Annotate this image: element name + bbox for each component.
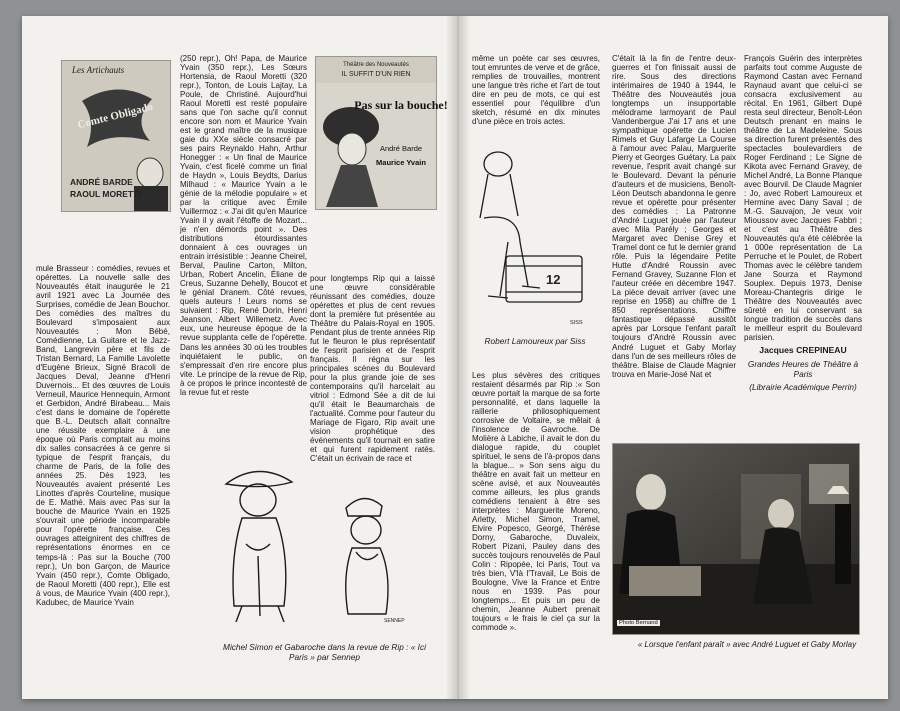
- caption-sennep: Michel Simon et Gabaroche dans la revue de Rip : « Ici Paris » par Sennep: [223, 642, 426, 662]
- sennep-mark: SENNEP: [384, 618, 405, 624]
- poster1-top-text: Les Artichauts: [72, 65, 125, 75]
- text-column-6: [744, 54, 862, 343]
- text-column-2: [180, 54, 307, 464]
- poster2-credit2: Maurice Yvain: [376, 158, 426, 167]
- sennep-caricature: [206, 456, 412, 626]
- text-column-4-bottom: [472, 371, 600, 685]
- poster1-credit1: ANDRÉ BARDE: [70, 177, 133, 187]
- source-book-title: Grandes Heures de Théâtre à Paris: [747, 359, 859, 379]
- poster2-subtitle: IL SUFFIT D'UN RIEN: [341, 71, 411, 78]
- col1-paragraph: mule Brasseur : comédies, revues et opérettes. La nouvelle salle des Nouveautés était inaugurée le 21 avril 1921 avec La Journée des Surprises, comédie de Jean Bouchor. Des comédies des maîtres du Boulevard s'imposaient aux Nouveautés : Mon Bébé, Comédienne, La Guitare et le Jazz-Band, Langrevin père et fils de Tristan Bernard, La Famille Lavolette d'Eugène Brieux, Signé Bracoli de Jacques Deval, Jeanne d'Henri Duvernois... Et des œuvres de Louis Verneuil, Maurice Hennequin, Armont et Gerbidon, André Birabeau... Mais c'est dans le domaine de l'opérette que B.-L. Deutsch allait connaître une réussite exemplaire à une époque où Paris comptait au moins dix salles consacrées à ce genre si typique de l'esprit français, du charme de Paris, de la folie des années 25. Dès 1923, les Nouveautés avaient présenté Les Linottes d'après Courteline, musique de E. Mathé. Mais avec Pas sur la bouche de Maurice Yvain en 1925 s'ouvrait une période incomparable pour l'opérette française. Ces ouvrages atteignirent des chiffres de représentations énormes en ce temps-là : Pas sur la Bouche (700 repr.), Un bon Garçon, de Maurice Yvain (450 repr.), Comte Obligado, de Raoul Moretti (400 repr.), Elle est à vous, de Maurice Yvain (400 repr.), Kadubec, de Maurice Yvain: [36, 264, 170, 607]
- poster2-top-text: Théâtre des Nouveautés: [343, 62, 409, 68]
- photo-credit: Photo Bernand: [619, 620, 658, 626]
- poster2-title: Pas sur la bouche!: [354, 98, 448, 112]
- col5-paragraph: C'était là la fin de l'entre deux-guerres et l'on finissait aussi de rire. Sous des directions intérimaires de 1940 à 1944, le Théâtre des Nouveautés joua longtemps un insupportable mélodrame larmoyant de Paul Vandenbergue J'ai 17 ans et une sympathique opérette de Lucien Rimels et Guy Lafarge La Course à l'amour avec Palau, Marguerite Pierry et Georges Guétary. La paix revenue, l'esprit avait changé sur le Boulevard. Devant la pénurie d'auteurs et de musiciens, Benoît-Léon Deutsch abandonna le genre revue et opérette pour présenter des comédies : La Patronne d'André Luguet jouée par l'auteur avec Mila Parély ; Georges et Margaret avec Denise Grey et Tramel dont ce fut le dernier grand rôle. Puis la légendaire Petite Hutte d'André Roussin avec Fernand Gravey, Suzanne Flon et l'auteur créée en décembre 1947. La pièce devait arriver (avec une reprise en 1958) au chiffre de 1 850 représentations. Chiffre fantastique dépassé aussitôt après par Lorsque l'enfant paraît toujours d'André Roussin avec André Luguet et Gaby Morlay dans l'un de ses meilleurs rôles de théâtre. Blaise de Claude Magnier trouva en Marie-José Nat et: [612, 54, 736, 379]
- text-column-4-top: [472, 54, 600, 149]
- text-column-3: [310, 274, 435, 464]
- caption-photo: « Lorsque l'enfant paraît » avec André Luguet et Gaby Morlay: [637, 640, 857, 649]
- col3-paragraph: pour longtemps Rip qui a laissé une œuvre considérable réunissant des comédies, douze opérettes et plus de cent revues dont la première fut présentée au Théâtre du Palais-Royal en 1905. Pendant plus de trente années Rip fut le fleuron le plus représentatif de l'esprit parisien et de l'esprit français. Il régna sur les principales scènes du Boulevard pour la plus grande joie de ses contemporains qu'il harcelait au vitriol : Edmond Sée a dit de lui qu'il était le Beaumarchais de l'actualité. Comme pour l'auteur du Mariage de Figaro, Rip avait une vision prophétique des événements qu'il tournait en satire et qui furent rapidement ratés. C'était un écrivain de race et: [310, 274, 435, 464]
- open-booklet: [22, 16, 888, 699]
- siss-caricature: [458, 146, 598, 326]
- photo-lorsque-enfant-parait: [612, 443, 860, 635]
- author-signature: Jacques CREPINEAU: [759, 345, 847, 355]
- page-gutter: [447, 16, 469, 699]
- poster-comte-obligado: [61, 60, 171, 212]
- source-publisher: (Librairie Académique Perrin): [749, 382, 857, 392]
- text-column-1: [36, 264, 170, 690]
- col2-paragraph: (250 repr.), Oh! Papa, de Maurice Yvain (350 repr.), Les Sœurs Hortensia, de Raoul Moretti (320 repr.), Tonton, de Louis Lajtay, La Poule, de Christiné. Aujourd'hui Raoul Moretti est resté populaire sans que l'on sache qu'il connut encore son nom et Maurice Yvain est le grand maître de la musique gaie du XXe siècle consacré par ses pairs Reynaldo Hahn, Arthur Honegger : « Un final de Maurice Yvain, c'est ficelé comme un final de Haydn », Louis Beydts, Darius Milhaud : « Maurice Yvain a le génie de la mélodie populaire » et par la critique avec Émile Vuillermoz : « J'ai dit qu'en Maurice Yvain il y avait l'étoffe de Mozart... je n'en démords point ». Des distributions étourdissantes donnaient à ces ouvrages un entrain irrésistible : Jeanne Cheirel, Berval, Pauline Carton, Milton, Urban, Robert Ancelin, Éliane de Creus, Suzanne Dehelly, Boucot et le génial Dranem. Côté revues, quels auteurs ! Leurs noms se suivaient : Rip, René Dorin, Henri Jeanson, Albert Willemetz. Avec eux, une heureuse époque de la revue supplanta celle de l'opérette. Dans les années 30 où les troubles inquiétaient le public, on s'empressait d'en rire encore plus vite. Le principe de la revue de Rip, à ce propos le prince incontesté de la revue fut et reste: [180, 54, 307, 397]
- poster-pas-sur-la-bouche: [315, 56, 448, 210]
- col6-paragraph: François Guérin des interprètes parfaits tout comme Auguste de Raymond Castan avec Fernand Raynaud avant que celui-ci se consacra exclusivement au récital. En 1961, Gilbert Dupé resta seul directeur, Benoît-Léon Deutsch prenant en mains le théâtre de La Madeleine. Sous sa direction furent présentés des spectacles boulevardiers de Roger Ferdinand ; Le Signe de Kikota avec Fernand Gravey, de Michel André, La Bonne Planque avec Bourvil. De Claude Magnier : Jo, avec Robert Lamoureux et Hermine avec Dany Saval ; de M.-G. Sauvajon, Je veux voir Mioussov avec Jacques Fabbri ; et c'est au Théâtre des Nouveautés qu'a été célébrée la 1 000e représentation de La Perruche et le Poulet, de Robert Thomas avec le célèbre tandem Jane Sourza et Raymond Souplex. Depuis 1973, Denise Moreau-Chantegris dirige le Théâtre des Nouveautés avec sûreté en lui conservant sa longue tradition de succès dans le meilleur esprit du Boulevard parisien.: [744, 54, 862, 343]
- caption-siss: Robert Lamoureux par Siss: [484, 336, 586, 346]
- col4-top-paragraph: même un poète car ses œuvres, tout emruntes de verve et de grâce, remplies de trouvailles, montrent une langue très riche et l'art de tout dire en peu de mots, ce qui est essentiel pour l'équilibre d'un sketch, résumé en dix minutes d'une pièce en trois actes.: [472, 54, 600, 127]
- poster2-credit1: André Barde: [379, 144, 423, 153]
- siss-mark: SISS: [570, 320, 583, 326]
- poster1-title: Comte Obligado: [76, 100, 155, 132]
- poster1-credit2: RAOUL MORETTI: [70, 189, 141, 199]
- box-number: 12: [546, 272, 561, 287]
- col4-bottom-paragraph: Les plus sévères des critiques restaient désarmés par Rip :« Son œuvre portait la marque de sa forte personnalité, et dans laquelle la raillerie philosophiquement corrosive de Voltaire, se mêlait à l'insolence de Gavroche. De Molière à Labiche, il avait le don du dialogue rapide, du couplet spirituel, le sens de l'à-propos dans la blague... » Son sens aigu du théâtre en avait fait un metteur en scène avisé, et aux Nouveautés comme ailleurs, les plus grands comédiens tenaient à être ses interprètes : Marguerite Moreno, Arletty, Michel Simon, Tramel, Elvire Popesco, Georgé, Thérèse Dorny, Gabaroche, Duvaleix, Robert Pizani, Pauley dans des succès toujours renouvelés de Paul Colin : Ripopée, Ici Paris, Tout va très bien, V'là l'Travail, Le Bois de Boulogne, Vive la France et Entre nous en 1939. Pas pour longtemps... Et puis un peu de chemin, Jeanne Aubert prenait toujours « le frais le ciel ça sur la commode ».: [472, 371, 600, 633]
- text-column-5: [612, 54, 736, 444]
